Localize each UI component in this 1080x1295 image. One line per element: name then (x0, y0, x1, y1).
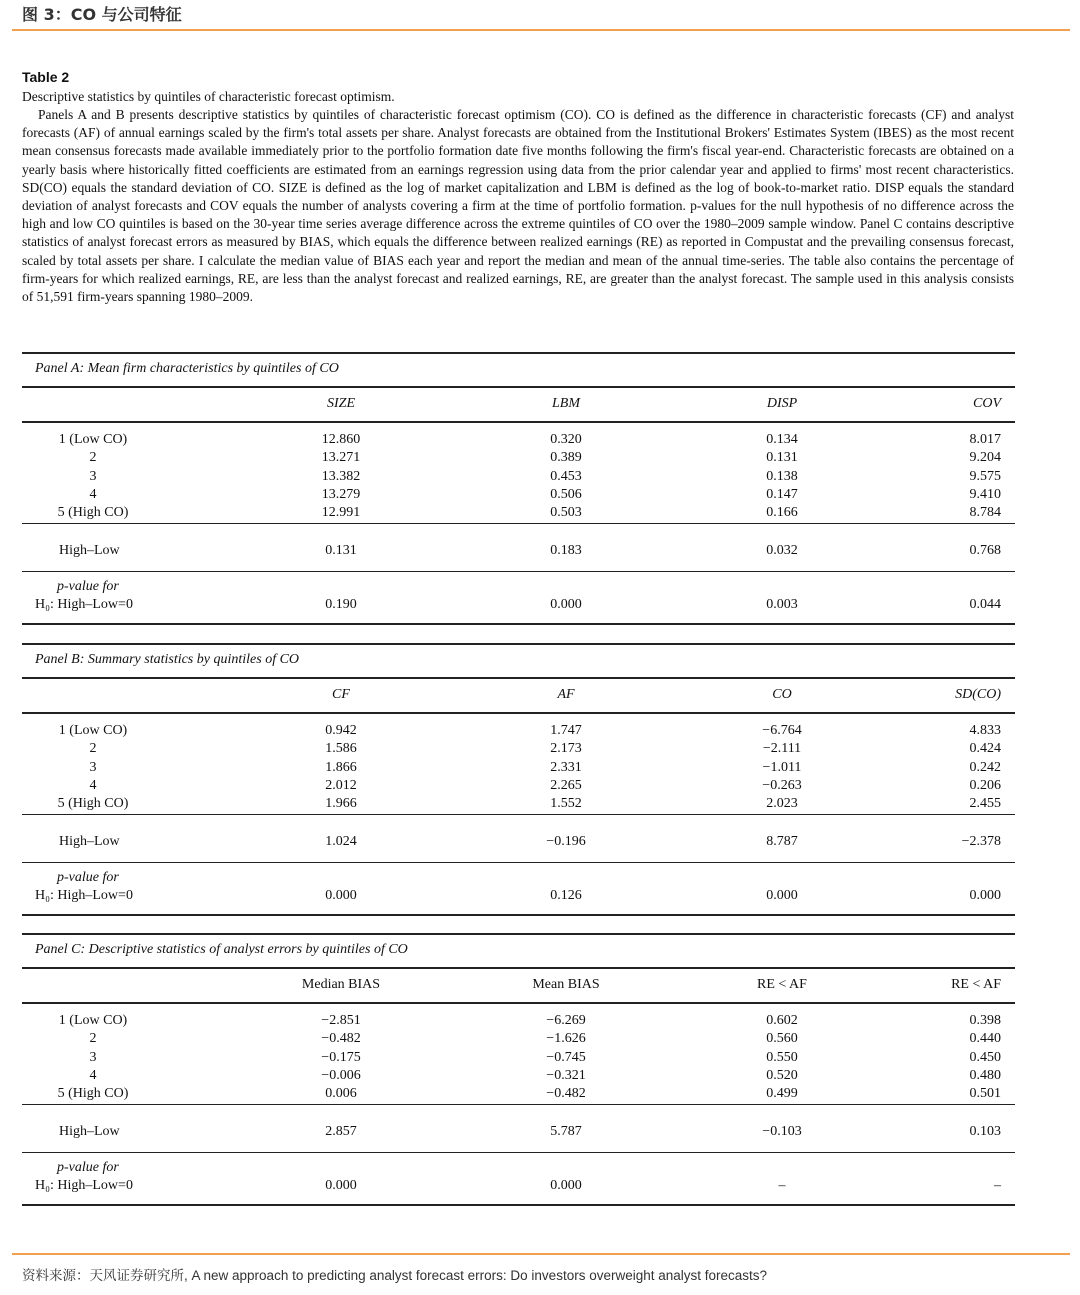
panel-b-highlow-value: 1.024 (325, 834, 357, 849)
table-cell: 9.204 (969, 450, 1001, 466)
table-cell: −0.006 (321, 1067, 361, 1083)
table-cell: 0.506 (550, 486, 582, 502)
panel-a-pvalue-label-2: H₀: High–Low=0 (35, 597, 133, 612)
panel-b-subheader-rule (22, 712, 1015, 714)
panel-c-col-header: Median BIAS (301, 977, 381, 992)
panel-c-top-rule (22, 933, 1015, 935)
row-label: 3 (89, 759, 97, 775)
panel-c-data-column (281, 1012, 401, 1103)
panel-a-pvalue: 0.190 (325, 597, 357, 612)
row-label: 2 (89, 741, 97, 757)
panel-c-data-column (881, 1012, 1001, 1103)
panel-c-highlow-value: 5.787 (550, 1124, 582, 1139)
table-cell: 2.265 (550, 777, 582, 793)
row-label: 1 (Low CO) (58, 1013, 128, 1028)
panel-b-col-header: SD(CO) (955, 687, 1001, 702)
table-cell: 2.023 (766, 796, 798, 812)
row-label: 3 (89, 468, 97, 484)
table-cell: 1.747 (550, 723, 582, 738)
panel-c-highlow-value: −0.103 (762, 1124, 802, 1139)
panel-c-highlow-value: 0.103 (969, 1124, 1001, 1139)
row-label: 3 (89, 1049, 97, 1065)
table-cell: 0.389 (550, 450, 582, 466)
panel-c-row-labels (40, 1012, 146, 1103)
table-cell: −1.626 (546, 1031, 586, 1047)
panel-a-highlow-value: 0.768 (969, 543, 1001, 558)
table-cell: −2.111 (762, 741, 802, 757)
table-cell: 9.410 (969, 486, 1001, 502)
table-cell: −1.011 (762, 759, 802, 775)
panel-b-pvalue-label-2: H₀: High–Low=0 (35, 888, 133, 903)
table-cell: −0.745 (546, 1049, 586, 1065)
row-label: 4 (89, 1067, 97, 1083)
row-label: 1 (Low CO) (58, 432, 128, 447)
panel-b-highlow-value: 8.787 (766, 834, 798, 849)
table-cell: 0.134 (766, 432, 798, 447)
panel-c-pvalue: 0.000 (325, 1178, 357, 1193)
panel-a-col-header: DISP (766, 396, 798, 411)
panel-a-highlow-rule (22, 523, 1015, 524)
table-cell: 0.499 (766, 1086, 798, 1102)
top-divider (12, 29, 1070, 31)
panel-a-top-rule (22, 352, 1015, 354)
table-cell: −0.175 (321, 1049, 361, 1065)
panel-c-highlow-label: High–Low (59, 1124, 120, 1139)
table-caption: Descriptive statistics by quintiles of characteristic forecast optimism. (22, 89, 395, 104)
table-cell: 0.138 (766, 468, 798, 484)
figure-title: 图 3：CO 与公司特征 (22, 5, 182, 24)
table-cell: 0.501 (969, 1086, 1001, 1102)
table-cell: 2.173 (550, 741, 582, 757)
panel-b-pvalue: 0.000 (969, 888, 1001, 903)
panel-a-col-header: COV (973, 396, 1001, 411)
table-cell: 13.271 (321, 450, 361, 466)
table-cell: 0.206 (969, 777, 1001, 793)
panel-b-highlow-value: −0.196 (546, 834, 586, 849)
table-cell: 1.552 (550, 796, 582, 812)
table-cell: 0.147 (766, 486, 798, 502)
table-cell: 8.017 (969, 432, 1001, 447)
table-cell: 0.131 (766, 450, 798, 466)
table-cell: 9.575 (969, 468, 1001, 484)
table-cell: 13.279 (321, 486, 361, 502)
panel-a-pvalue: 0.044 (969, 597, 1001, 612)
table-cell: −0.321 (546, 1067, 586, 1083)
panel-b-highlow-label: High–Low (59, 834, 120, 849)
table-cell: 12.991 (321, 505, 361, 521)
panel-b-pvalue: 0.000 (766, 888, 798, 903)
panel-a-pvalue-label-1: p-value for (57, 579, 119, 594)
row-label: 4 (89, 486, 97, 502)
table-cell: −0.263 (762, 777, 802, 793)
panel-a-pvalue: 0.000 (550, 597, 582, 612)
panel-c-col-header: RE < AF (757, 977, 807, 992)
panel-c-col-header: RE < AF (951, 977, 1001, 992)
table-cell: 0.450 (969, 1049, 1001, 1065)
panel-c-pvalue: 0.000 (550, 1178, 582, 1193)
table-cell: 0.440 (969, 1031, 1001, 1047)
table-cell: 0.942 (325, 723, 357, 738)
panel-a-data-column (881, 431, 1001, 522)
table-cell: 1.966 (325, 796, 357, 812)
panel-a-subheader-rule (22, 421, 1015, 423)
panel-a-data-column (722, 431, 842, 522)
table-cell: 0.398 (969, 1013, 1001, 1028)
table-description: Panels A and B presents descriptive statistics by quintiles of characteristic forecast optimism (CO). CO is defined as the difference in characteristic forecasts (CF) and analyst forecasts (AF) of annual earnings scaled by the firm's total assets per share. Analyst forecasts are obtained from the Institutional Brokers' Estimates System (IBES) as the most recent mean consensus forecasts made available immediately prior to the portfolio formation date five months following the firm's fiscal year-end. Characteristic forecasts are obtained on a yearly basis where historically fitted coefficients are estimated from an earnings regression using data from the prior calendar year and applied to firms' most recent characteristics. SD(CO) equals the standard deviation of CO. SIZE is defined as the log of market capitalization and LBM is defined as the log of book-to-market ratio. DISP equals the standard deviation of analyst forecasts and COV equals the number of analysts covering a firm at the time of portfolio formation. p-values for the null hypothesis of no difference across the high and low CO quintiles is based on the 30-year time series average difference across the extreme quintiles of CO over the 1980–2009 sample window. Panel C contains descriptive statistics of analyst forecast errors as measured by BIAS, which equals the difference between realized earnings (RE) as reported in Compustat and the prevailing consensus forecast, scaled by total assets per share. I calculate the median value of BIAS each year and report the median and mean of the annual time-series. The table also contains the percentage of firm-years for which realized earnings, RE, are less than the analyst forecast and realized earnings, RE, are greater than the analyst forecast. The sample used in this analysis consists of 51,591 firm-years spanning 1980–2009. (22, 107, 1014, 305)
table-cell: 0.602 (766, 1013, 798, 1028)
table-cell: 0.453 (550, 468, 582, 484)
panel-b-header-rule (22, 677, 1015, 679)
table-cell: 12.860 (321, 432, 361, 447)
table-cell: −0.482 (321, 1031, 361, 1047)
bottom-divider (12, 1253, 1070, 1255)
panel-a-data-column (506, 431, 626, 522)
table-cell: −6.764 (762, 723, 802, 738)
panel-b-data-column (506, 722, 626, 813)
panel-c-pvalue: – (994, 1178, 1001, 1193)
table-cell: 0.166 (766, 505, 798, 521)
panel-c-col-header: Mean BIAS (532, 977, 600, 992)
table-cell: 0.560 (766, 1031, 798, 1047)
panel-b-data-column (881, 722, 1001, 813)
panel-a-row-labels (40, 431, 146, 522)
table-cell: 0.320 (550, 432, 582, 447)
panel-a-col-header: SIZE (327, 396, 355, 411)
panel-b-data-column (722, 722, 842, 813)
panel-b-pvalue: 0.126 (550, 888, 582, 903)
table-cell: 1.586 (325, 741, 357, 757)
table-cell: 2.455 (969, 796, 1001, 812)
row-label: 2 (89, 450, 97, 466)
table-cell: 0.503 (550, 505, 582, 521)
row-label: 5 (High CO) (57, 505, 129, 521)
table-cell: 0.480 (969, 1067, 1001, 1083)
panel-b-top-rule (22, 643, 1015, 645)
panel-c-highlow-value: 2.857 (325, 1124, 357, 1139)
panel-c-data-column (722, 1012, 842, 1103)
table-cell: 0.424 (969, 741, 1001, 757)
panel-b-row-labels (40, 722, 146, 813)
table-cell: 13.382 (321, 468, 361, 484)
panel-b-pvalue-rule (22, 862, 1015, 863)
panel-a-header-rule (22, 386, 1015, 388)
panel-a-title: Panel A: Mean firm characteristics by quintiles of CO (35, 361, 339, 376)
table-cell: 8.784 (969, 505, 1001, 521)
panel-a-highlow-value: 0.032 (766, 543, 798, 558)
panel-b-data-column (281, 722, 401, 813)
table-cell: 0.006 (325, 1086, 357, 1102)
panel-c-subheader-rule (22, 1002, 1015, 1004)
panel-c-highlow-rule (22, 1104, 1015, 1105)
panel-a-col-header: LBM (552, 396, 580, 411)
panel-a-highlow-value: 0.131 (325, 543, 357, 558)
panel-b-col-header: CO (772, 687, 792, 702)
panel-b-highlow-value: −2.378 (961, 834, 1001, 849)
row-label: 5 (High CO) (57, 796, 129, 812)
table-cell: −0.482 (546, 1086, 586, 1102)
row-label: 1 (Low CO) (58, 723, 128, 738)
table-cell: 1.866 (325, 759, 357, 775)
table-cell: −6.269 (546, 1013, 586, 1028)
table-label: Table 2 (22, 69, 70, 85)
panel-c-bottom-rule (22, 1204, 1015, 1206)
table-cell: 0.520 (766, 1067, 798, 1083)
panel-c-pvalue-rule (22, 1152, 1015, 1153)
panel-b-pvalue: 0.000 (325, 888, 357, 903)
panel-c-pvalue: – (778, 1178, 786, 1193)
panel-a-pvalue: 0.003 (766, 597, 798, 612)
row-label: 5 (High CO) (57, 1086, 129, 1102)
table-cell: 4.833 (969, 723, 1001, 738)
panel-c-pvalue-label-1: p-value for (57, 1160, 119, 1175)
panel-b-title: Panel B: Summary statistics by quintiles of CO (35, 652, 300, 667)
panel-c-pvalue-label-2: H₀: High–Low=0 (35, 1178, 133, 1193)
panel-b-pvalue-label-1: p-value for (57, 870, 119, 885)
panel-c-header-rule (22, 967, 1015, 969)
source-note: 资料来源：天风证券研究所, A new approach to predicting analyst forecast errors: Do investors overweight analyst forecasts? (22, 1268, 768, 1283)
panel-a-data-column (281, 431, 401, 522)
table-cell: 2.012 (325, 777, 357, 793)
panel-a-bottom-rule (22, 623, 1015, 625)
table-cell: 0.242 (969, 759, 1001, 775)
table-cell: 0.550 (766, 1049, 798, 1065)
panel-c-data-column (506, 1012, 626, 1103)
table-cell: 2.331 (550, 759, 582, 775)
panel-a-highlow-value: 0.183 (550, 543, 582, 558)
panel-c-title: Panel C: Descriptive statistics of analyst errors by quintiles of CO (35, 942, 408, 957)
panel-a-pvalue-rule (22, 571, 1015, 572)
panel-b-col-header: AF (557, 687, 575, 702)
table-cell: −2.851 (321, 1013, 361, 1028)
panel-a-highlow-label: High–Low (59, 543, 120, 558)
row-label: 2 (89, 1031, 97, 1047)
panel-b-highlow-rule (22, 814, 1015, 815)
row-label: 4 (89, 777, 97, 793)
panel-b-col-header: CF (332, 687, 350, 702)
panel-b-bottom-rule (22, 914, 1015, 916)
